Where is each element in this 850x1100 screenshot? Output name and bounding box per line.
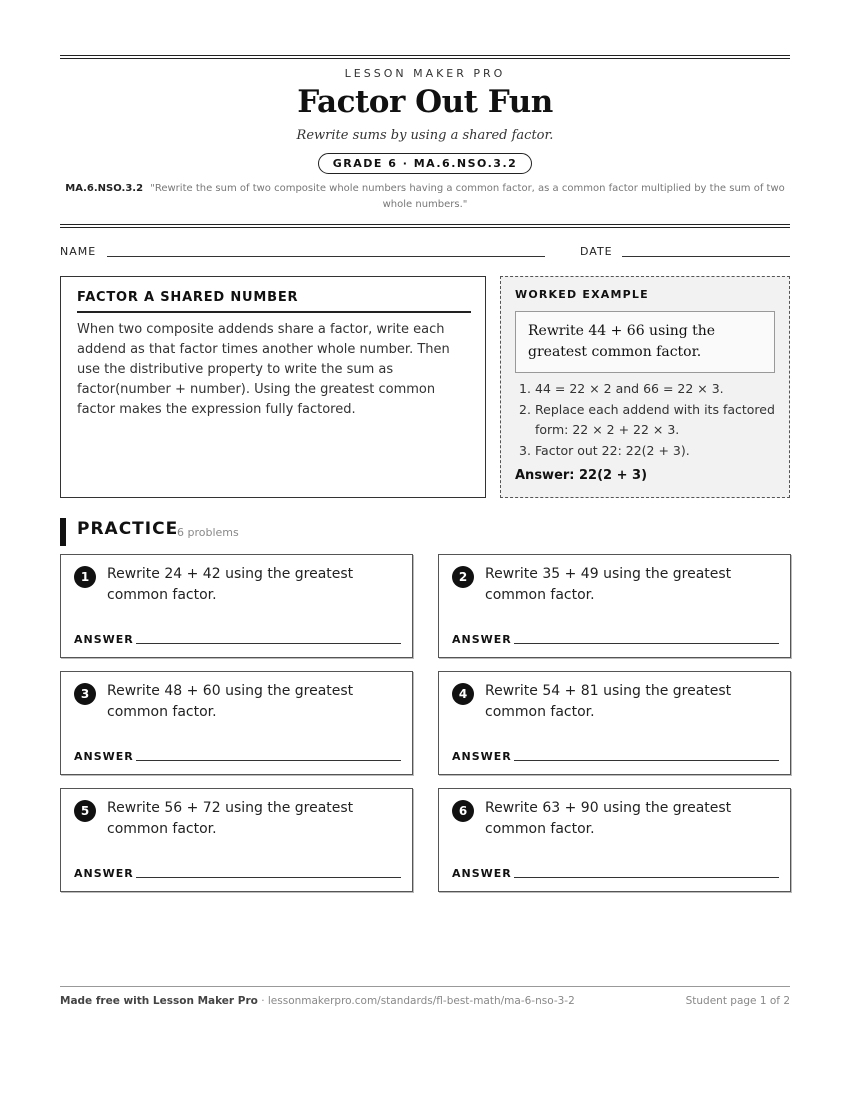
footer-page-number: Student page 1 of 2 [685,995,790,1007]
problem-card [438,554,791,658]
answer-line[interactable] [514,643,779,644]
footer-rule [60,986,790,987]
problem-prompt: Rewrite 35 + 49 using the greatest common factor. [485,566,732,603]
answer-label: ANSWER [452,633,512,646]
concept-heading: FACTOR A SHARED NUMBER [77,290,471,313]
worked-step: 1. 44 = 22 × 2 and 66 = 22 × 3. [519,381,724,396]
worksheet-title: Factor Out Fun [297,84,553,120]
footer-url[interactable]: · lessonmakerpro.com/standards/fl-best-math/ma-6-nso-3-2 [257,995,575,1007]
worked-example-steps [515,379,783,462]
worked-example-heading: WORKED EXAMPLE [515,288,649,301]
grade-badge-wrap [60,152,790,174]
problem-number: 6 [452,800,474,822]
brand-label: LESSON MAKER PRO [344,67,506,80]
worked-example-prompt: Rewrite 44 + 66 using the greatest common factor. [515,311,775,373]
worked-example-box [500,276,790,498]
worksheet-subtitle: Rewrite sums by using a shared factor. [296,128,554,143]
grade-badge: GRADE 6 · MA.6.NSO.3.2 [318,153,533,174]
problem-card [60,554,413,658]
standard-text: "Rewrite the sum of two composite whole numbers having a common factor, as a common factor multiplied by the sum of two whole numbers." [150,183,785,210]
problem-prompt: Rewrite 24 + 42 using the greatest common factor. [107,566,354,603]
worked-step: 2. Replace each addend with its factored form: 22 × 2 + 22 × 3. [519,402,775,437]
problem-prompt: Rewrite 48 + 60 using the greatest common factor. [107,683,354,720]
worksheet-page [60,0,790,1100]
problem-prompt: Rewrite 56 + 72 using the greatest common factor. [107,800,354,837]
standard-code: MA.6.NSO.3.2 [65,183,144,194]
answer-line[interactable] [514,877,779,878]
problem-card [60,671,413,775]
problem-prompt: Rewrite 54 + 81 using the greatest common factor. [485,683,732,720]
problem-number: 5 [74,800,96,822]
answer-line[interactable] [136,760,401,761]
name-line[interactable] [107,256,545,257]
footer-made-with: Made free with Lesson Maker Pro [60,995,258,1007]
problem-number: 2 [452,566,474,588]
practice-accent-bar [60,518,66,546]
problem-card [60,788,413,892]
answer-line[interactable] [136,643,401,644]
answer-label: ANSWER [74,750,134,763]
date-label: DATE [580,245,613,258]
concept-box [60,276,486,498]
practice-heading: PRACTICE [77,519,179,539]
date-line[interactable] [622,256,790,257]
problem-number: 1 [74,566,96,588]
answer-label: ANSWER [74,633,134,646]
concept-body: When two composite addends share a factor, write each addend as that factor times another whole number. Then use the distributive property to write the sum as factor(number + number). Using the greatest common factor makes the expression fully factored. [77,322,450,417]
worked-example-answer: Answer: 22(2 + 3) [515,468,648,483]
name-label: NAME [60,245,97,258]
answer-line[interactable] [514,760,779,761]
worked-step: 3. Factor out 22: 22(2 + 3). [519,443,690,458]
header-bottom-double-rule [60,224,790,228]
problem-number: 4 [452,683,474,705]
answer-line[interactable] [136,877,401,878]
problem-prompt: Rewrite 63 + 90 using the greatest common factor. [485,800,732,837]
problem-number: 3 [74,683,96,705]
practice-count: 6 problems [177,526,239,539]
answer-label: ANSWER [74,867,134,880]
answer-label: ANSWER [452,750,512,763]
top-double-rule [60,55,790,59]
answer-label: ANSWER [452,867,512,880]
problem-card [438,671,791,775]
footer-credit [60,995,575,1007]
problem-card [438,788,791,892]
standard-statement [60,181,790,213]
